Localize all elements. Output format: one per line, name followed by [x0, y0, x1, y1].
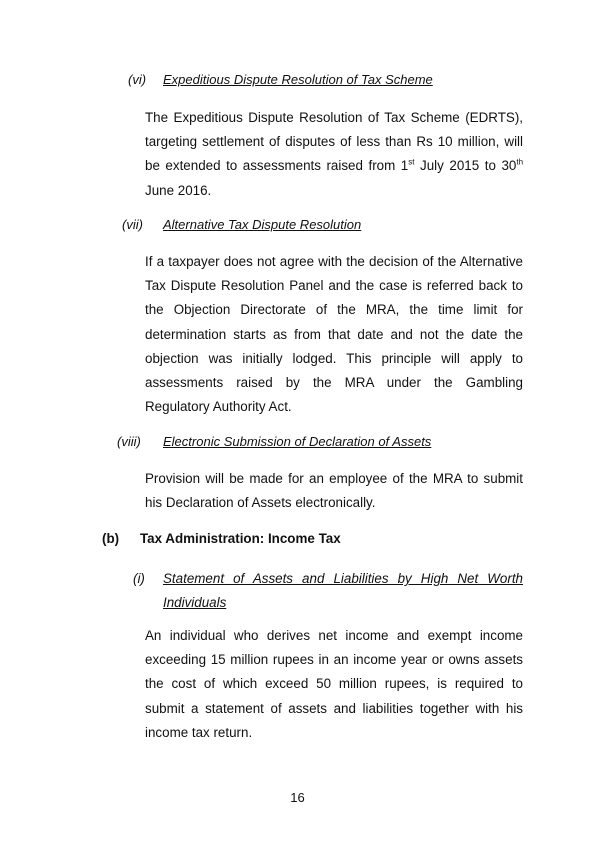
- subsection-vii-title: Alternative Tax Dispute Resolution: [163, 217, 362, 232]
- section-b-title: Tax Administration: Income Tax: [140, 531, 341, 546]
- ordinal-suffix-th: th: [516, 157, 524, 167]
- subsection-vi-body-text-2: July 2015 to 30: [414, 158, 517, 174]
- subsection-vi-body-text-1: The Expeditious Dispute Resolution of Tax Scheme (EDRTS), targeting settlement of disputes of less than Rs 10 million, will be extended to assessments raised from 1: [145, 110, 523, 174]
- subsection-vi-body: [145, 106, 523, 203]
- subsection-b-i-title: Statement of Assets and Liabilities by High Net Worth Individuals: [163, 571, 523, 610]
- subsection-b-i-body: An individual who derives net income and exempt income exceeding 15 million rupees in an income year or owns assets the cost of which exceed 50 million rupees, is required to submit a statement of assets and liabilities together with his income tax return.: [145, 628, 523, 740]
- subsection-viii-number: (viii): [117, 434, 141, 449]
- subsection-vii-body: If a taxpayer does not agree with the decision of the Alternative Tax Dispute Resolution Panel and the case is referred back to the Objection Directorate of the MRA, the time limit for determination starts as from that date and not the date the objection was initially lodged. This principle will apply to assessments raised by the MRA under the Gambling Regulatory Authority Act.: [145, 254, 523, 415]
- subsection-vi-title: Expeditious Dispute Resolution of Tax Scheme: [163, 72, 433, 87]
- subsection-vi-number: (vi): [128, 72, 147, 87]
- subsection-b-i-number: (i): [133, 571, 145, 586]
- subsection-vii-number: (vii): [122, 217, 143, 232]
- subsection-viii-title: Electronic Submission of Declaration of Assets: [163, 434, 432, 449]
- subsection-viii-body: Provision will be made for an employee of the MRA to submit his Declaration of Assets electronically.: [145, 471, 523, 511]
- section-b-label: (b): [102, 531, 120, 546]
- subsection-vi-body-text-3: June 2016.: [145, 182, 212, 198]
- page-number: 16: [290, 790, 305, 805]
- ordinal-suffix-st: st: [408, 157, 415, 167]
